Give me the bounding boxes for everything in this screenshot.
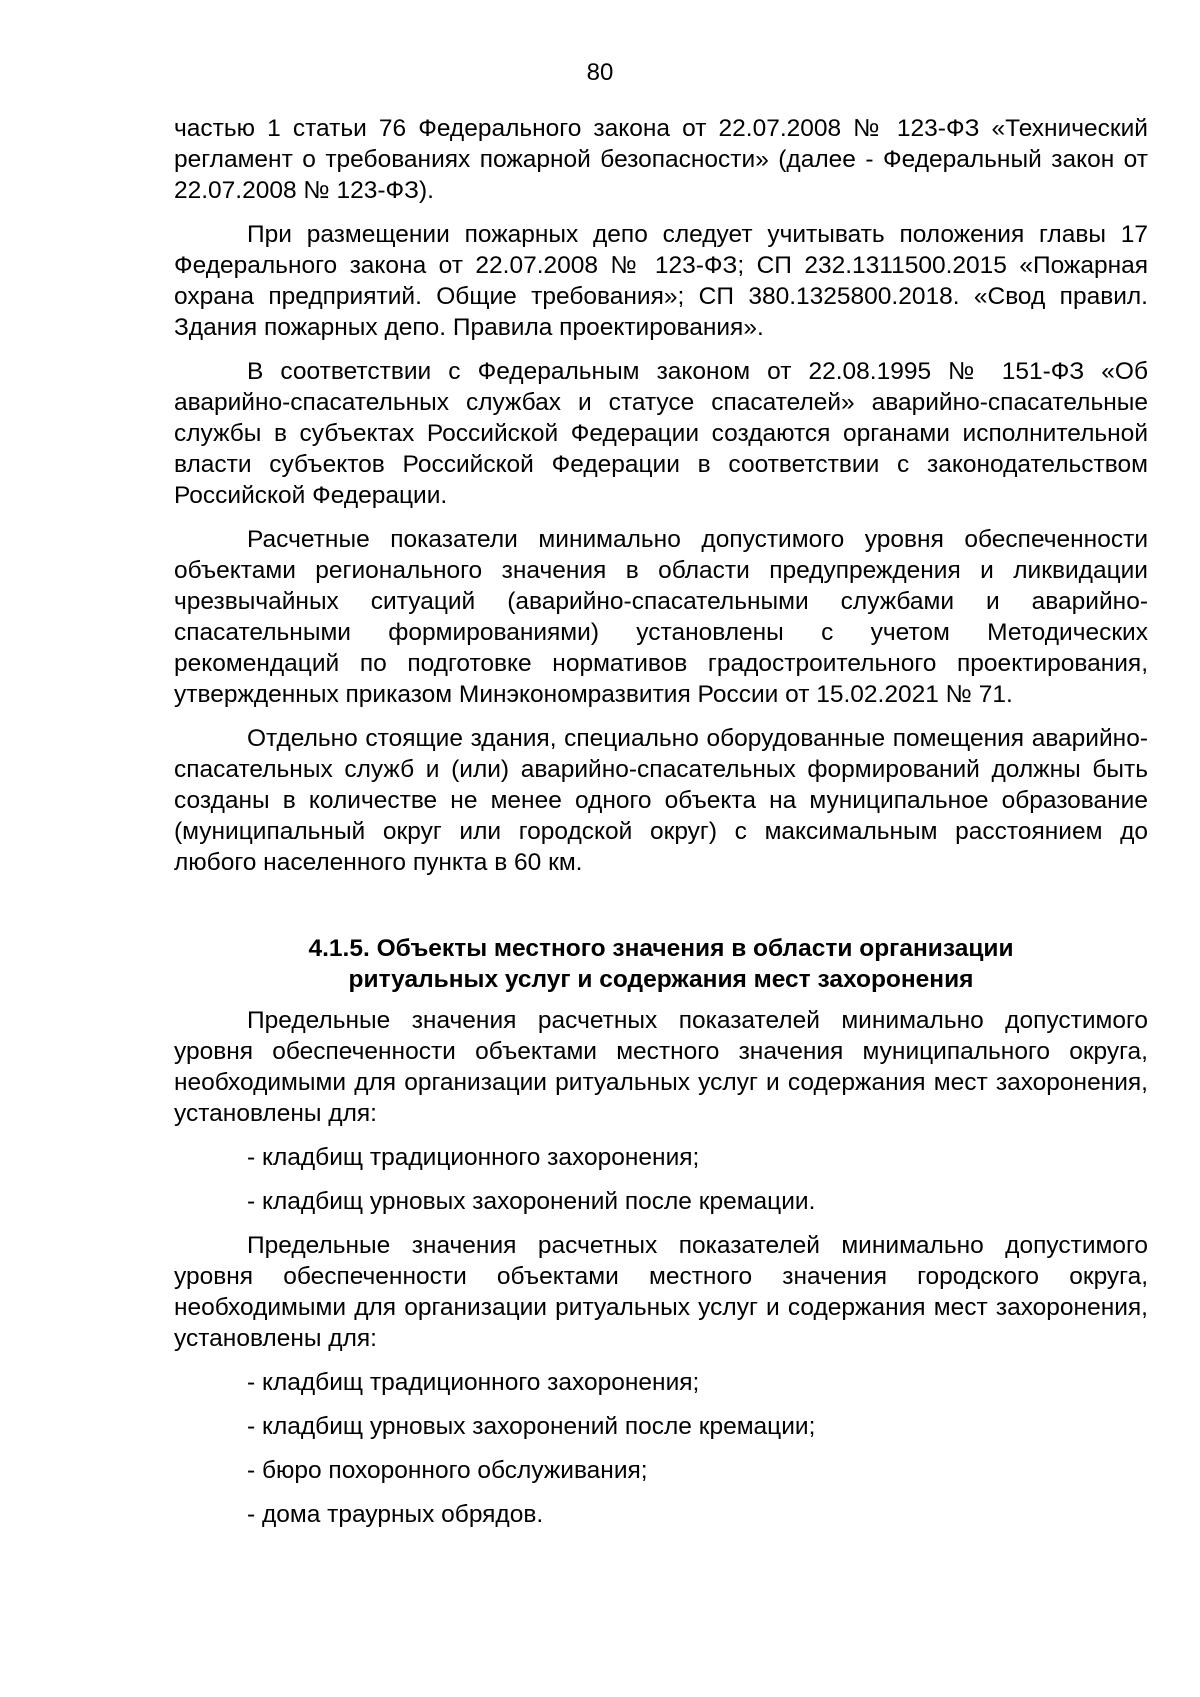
- page-body: [174, 113, 1148, 1530]
- section-heading-line-2: ритуальных услуг и содержания мест захоронения: [348, 966, 974, 993]
- list-item: - кладбищ традиционного захоронения;: [247, 1369, 700, 1396]
- paragraph-regional-indicators: Расчетные показатели минимально допустимого уровня обеспеченности объектами регионального значения в области предупреждения и ликвидации чрезвычайных ситуаций (аварийно-спасательными службами и аварийно-спасательными формированиями) установлены с учетом Методических рекомендаций по подготовке нормативов градостроительного проектирования, утвержденных приказом Минэкономразвития России от 15.02.2021 № 71.: [174, 526, 1148, 708]
- section-heading: [174, 933, 1148, 995]
- paragraph-rescue-services-law: В соответствии с Федеральным законом от 22.08.1995 № 151-ФЗ «Об аварийно-спасательных службах и статусе спасателей» аварийно-спасательные службы в субъектах Российской Федерации создаются органами исполнительной власти субъектов Российской Федерации в соответствии с законодательством Российской Федерации.: [174, 358, 1148, 509]
- list-item: - кладбищ традиционного захоронения;: [247, 1144, 700, 1171]
- paragraph-municipal-intro: Предельные значения расчетных показателей минимально допустимого уровня обеспеченности объектами местного значения муниципального округа, необходимыми для организации ритуальных услуг и содержания мест захоронения, установлены для:: [174, 1007, 1148, 1127]
- list-item: - кладбищ урновых захоронений после кремации.: [247, 1188, 816, 1215]
- section-heading-line-1: 4.1.5. Объекты местного значения в области организации: [308, 935, 1014, 962]
- paragraph-rescue-buildings: Отдельно стоящие здания, специально оборудованные помещения аварийно-спасательных служб и (или) аварийно-спасательных формирований должны быть созданы в количестве не менее одного объекта на муниципальное образование (муниципальный округ или городской округ) с максимальным расстоянием до любого населенного пункта в 60 км.: [174, 725, 1148, 876]
- paragraph-city-intro: Предельные значения расчетных показателей минимально допустимого уровня обеспеченности объектами местного значения городского округа, необходимыми для организации ритуальных услуг и содержания мест захоронения, установлены для:: [174, 1232, 1148, 1352]
- paragraph-fire-depot: При размещении пожарных депо следует учитывать положения главы 17 Федерального закона от 22.07.2008 № 123-ФЗ; СП 232.1311500.2015 «Пожарная охрана предприятий. Общие требования»; СП 380.1325800.2018. «Свод правил. Здания пожарных депо. Правила проектирования».: [174, 221, 1148, 341]
- list-item: - кладбищ урновых захоронений после кремации;: [247, 1413, 816, 1440]
- page-number: 80: [586, 59, 614, 86]
- list-item: - дома траурных обрядов.: [247, 1501, 544, 1528]
- paragraph-continuation: частью 1 статьи 76 Федерального закона от 22.07.2008 № 123-ФЗ «Технический регламент о требованиях пожарной безопасности» (далее - Федеральный закон от 22.07.2008 № 123-ФЗ).: [174, 115, 1148, 204]
- list-item: - бюро похоронного обслуживания;: [247, 1457, 648, 1484]
